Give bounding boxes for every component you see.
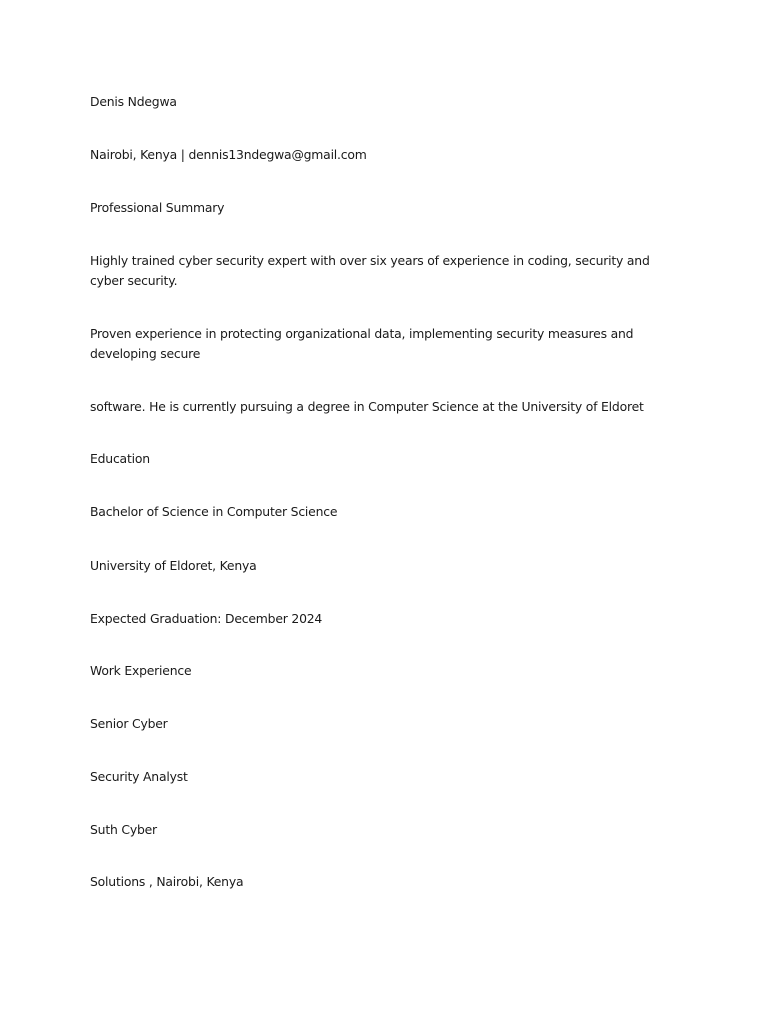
graduation-line: Expected Graduation: December 2024	[90, 611, 323, 626]
resume-name: Denis Ndegwa	[90, 94, 177, 109]
professional-summary-heading: Professional Summary	[90, 200, 225, 215]
job-title-line-2: Security Analyst	[90, 769, 188, 784]
contact-line: Nairobi, Kenya | dennis13ndegwa@gmail.com	[90, 147, 367, 162]
summary-paragraph-1: Highly trained cyber security expert with over six years of experience in coding, security and cyber security.	[90, 253, 650, 288]
summary-paragraph-2: Proven experience in protecting organizational data, implementing security measures and developing secure	[90, 326, 634, 361]
education-heading: Education	[90, 451, 150, 466]
company-line-1: Suth Cyber	[90, 822, 157, 837]
company-line-2: Solutions , Nairobi, Kenya	[90, 874, 244, 889]
job-title-line-1: Senior Cyber	[90, 716, 168, 731]
work-experience-heading: Work Experience	[90, 663, 192, 678]
degree-line: Bachelor of Science in Computer Science	[90, 504, 338, 519]
summary-paragraph-3: software. He is currently pursuing a degree in Computer Science at the University of Eldoret	[90, 399, 644, 414]
university-line: University of Eldoret, Kenya	[90, 558, 257, 573]
